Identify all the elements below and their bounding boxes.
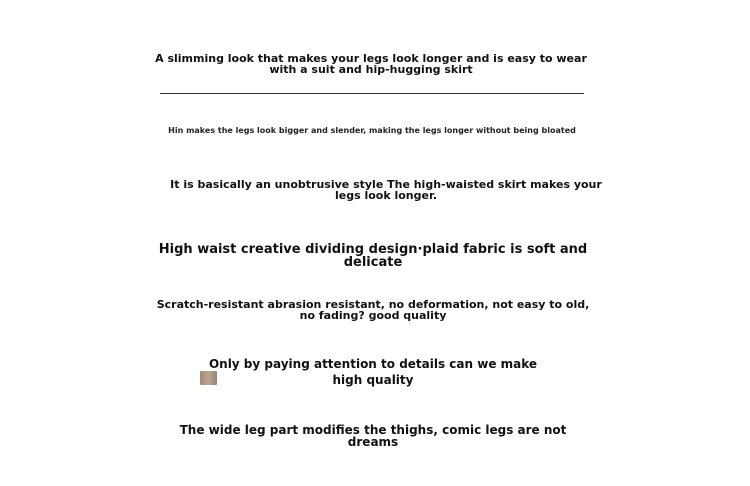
text-wide-leg-part: The wide leg part modifies the thighs, comic legs are not dreams xyxy=(179,423,567,449)
text-slimming-look: A slimming look that makes your legs look longer and is easy to wear with a suit and hip-hugging skirt xyxy=(155,52,587,76)
divider-line xyxy=(160,93,584,94)
text-attention-to-details: Only by paying attention to details can we make high quality xyxy=(208,357,538,388)
text-unobtrusive-style: It is basically an unobtrusive style The high-waisted skirt makes your legs look longer. xyxy=(170,178,602,202)
text-high-waist-design: High waist creative dividing design·plaid fabric is soft and delicate xyxy=(158,242,588,270)
text-legs-slender: Hin makes the legs look bigger and slender, making the legs longer without being bloated xyxy=(168,126,576,135)
text-scratch-resistant: Scratch-resistant abrasion resistant, no deformation, not easy to old, no fading? good quality xyxy=(156,298,590,322)
